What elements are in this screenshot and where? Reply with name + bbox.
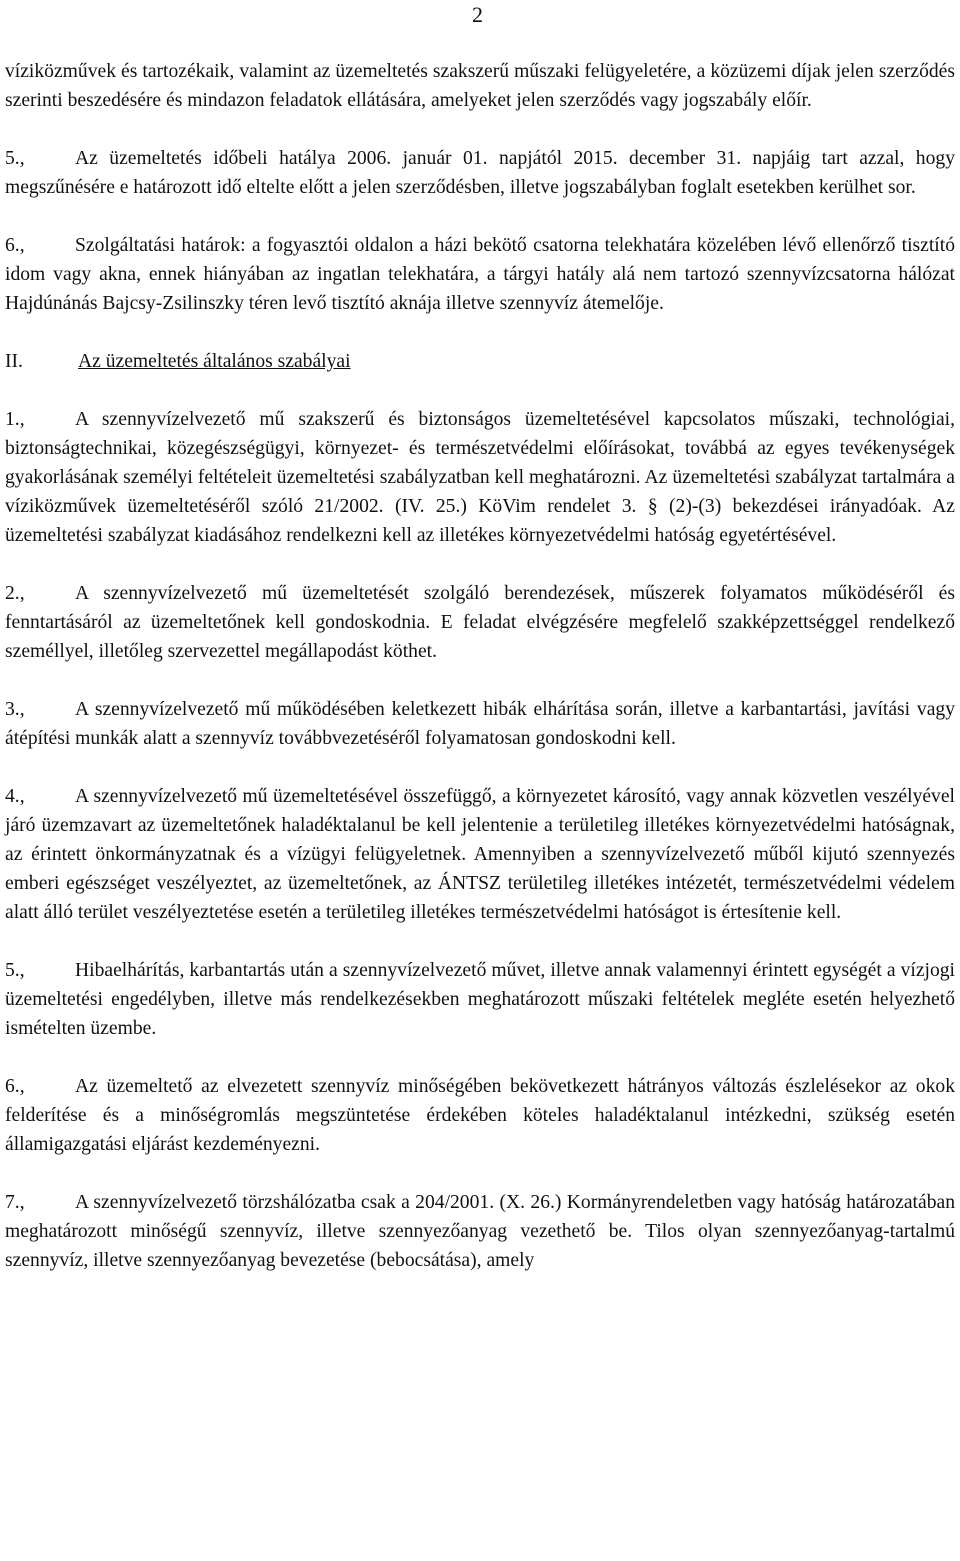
paragraph-ii-4	[5, 782, 955, 927]
paragraph-ii-7	[5, 1188, 955, 1275]
paragraph-text: Hibaelhárítás, karbantartás után a szennyvízelvezető művet, illetve annak valamennyi érintett egységét a vízjogi üzemeltetési engedélyben, illetve más rendelkezésekben meghatározott műszaki feltételek megléte esetén helyezhető ismételten üzembe.	[5, 960, 955, 1039]
intro-paragraph: víziközművek és tartozékaik, valamint az üzemeltetés szakszerű műszaki felügyeletére, a közüzemi díjak jelen szerződés szerinti beszedésére és mindazon feladatok ellátására, amelyeket jelen szerződés vagy jogszabály előír.	[5, 61, 955, 111]
paragraph-number: 5.,	[5, 148, 25, 169]
paragraph-ii-5	[5, 956, 955, 1043]
section-title: Az üzemeltetés általános szabályai	[78, 351, 351, 372]
paragraph-number: 5.,	[5, 960, 25, 981]
paragraph-text: A szennyvízelvezető törzshálózatba csak a 204/2001. (X. 26.) Kormányrendeletben vagy hatóság határozatában meghatározott minőségű szennyvíz, illetve szennyezőanyag vezethető be. Tilos olyan szennyezőanyag-tartalmú szennyvíz, illetve szennyezőanyag bevezetése (bebocsátása), amely	[5, 1192, 955, 1271]
paragraph-text: A szennyvízelvezető mű üzemeltetését szolgáló berendezések, műszerek folyamatos működéséről és fenntartásáról az üzemeltetőnek kell gondoskodnia. E feladat elvégzésére megfelelő szakképzettséggel rendelkező személlyel, illetőleg szervezettel megállapodást köthet.	[5, 583, 955, 662]
paragraph-ii-6	[5, 1072, 955, 1159]
section-heading	[5, 347, 955, 376]
paragraph-number: 4.,	[5, 786, 25, 807]
paragraph-number: 3.,	[5, 699, 25, 720]
paragraph-number: 2.,	[5, 583, 25, 604]
paragraph-text: Az üzemeltetés időbeli hatálya 2006. január 01. napjától 2015. december 31. napjáig tart azzal, hogy megszűnésére e határozott idő eltelte előtt a jelen szerződésben, illetve jogszabályban foglalt esetekben kerülhet sor.	[5, 148, 955, 198]
paragraph-text: A szennyvízelvezető mű szakszerű és biztonságos üzemeltetésével kapcsolatos műszaki, technológiai, biztonságtechnikai, közegészségügyi, környezet- és természetvédelmi előírásokat, továbbá az egyes tevékenységek gyakorlásának személyi feltételeit üzemeltetési szabályzatban kell meghatározni. Az üzemeltetési szabályzat tartalmára a víziközművek üzemeltetéséről szóló 21/2002. (IV. 25.) KöVim rendelet 3. § (2)-(3) bekezdései irányadóak. Az üzemeltetési szabályzat kiadásához rendelkezni kell az illetékes környezetvédelmi hatóság egyetértésével.	[5, 409, 955, 546]
paragraph-ii-1	[5, 405, 955, 550]
paragraph-number: 6.,	[5, 1076, 25, 1097]
document-body	[5, 57, 955, 1275]
paragraph-i-6	[5, 231, 955, 318]
paragraph-text: Szolgáltatási határok: a fogyasztói oldalon a házi bekötő csatorna telekhatára közelében lévő ellenőrző tisztító idom vagy akna, ennek hiányában az ingatlan telekhatára, a tárgyi hatály alá nem tartozó szennyvízcsatorna hálózat Hajdúnánás Bajcsy-Zsilinszky téren levő tisztító aknája illetve szennyvíz átemelője.	[5, 235, 955, 314]
paragraph-number: 7.,	[5, 1192, 25, 1213]
section-number: II.	[5, 351, 23, 372]
paragraph-ii-2	[5, 579, 955, 666]
paragraph-ii-3	[5, 695, 955, 753]
paragraph-number: 6.,	[5, 235, 25, 256]
paragraph-text: A szennyvízelvezető mű üzemeltetésével összefüggő, a környezetet károsító, vagy annak közvetlen veszélyével járó üzemzavart az üzemeltetőnek haladéktalanul be kell jelentenie a területileg illetékes környezetvédelmi hatóságnak, az érintett önkormányzatnak és a vízügyi felügyeletnek. Amennyiben a szennyvízelvezető műből kijutó szennyezés emberi egészséget veszélyeztet, az üzemeltetőnek, az ÁNTSZ területileg illetékes intézetét, természetvédelmi védelem alatt álló terület veszélyeztetése esetén a területileg illetékes természetvédelmi hatóságot is értesítenie kell.	[5, 786, 955, 923]
paragraph-i-5	[5, 144, 955, 202]
paragraph-number: 1.,	[5, 409, 25, 430]
page-number: 2	[472, 2, 483, 27]
paragraph-text: Az üzemeltető az elvezetett szennyvíz minőségében bekövetkezett hátrányos változás észlelésekor az okok felderítése és a minőségromlás megszüntetése érdekében köteles haladéktalanul intézkedni, szükség esetén államigazgatási eljárást kezdeményezni.	[5, 1076, 955, 1155]
paragraph-text: A szennyvízelvezető mű működésében keletkezett hibák elhárítása során, illetve a karbantartási, javítási vagy átépítési munkák alatt a szennyvíz továbbvezetéséről folyamatosan gondoskodni kell.	[5, 699, 955, 749]
